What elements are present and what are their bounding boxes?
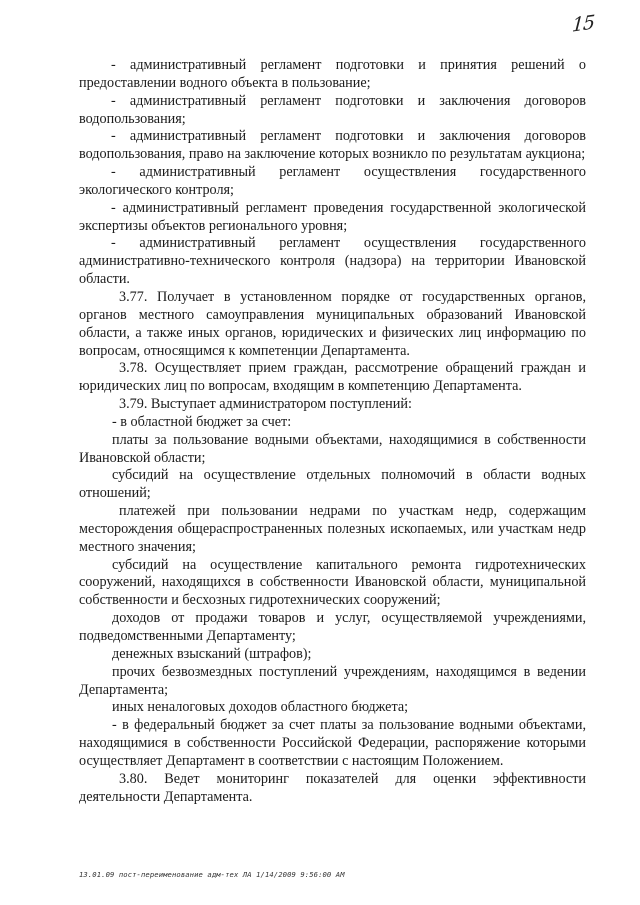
clause-3-80: 3.80. Ведет мониторинг показателей для оценки эффективности деятельности Департамента.	[79, 770, 586, 805]
revenue-item-hydro-repair-subsidies: субсидий на осуществление капитального ремонта гидротехнических сооружений, находящихся в собственности Ивановской области, муниципальной собственности и бесхозных гидротехнических сооружений;	[79, 556, 586, 609]
handwritten-page-number: 15	[571, 11, 595, 37]
clause-3-78: 3.78. Осуществляет прием граждан, рассмотрение обращений граждан и юридических лиц по вопросам, входящим в компетенцию Департамента.	[79, 360, 586, 395]
clause-3-77: 3.77. Получает в установленном порядке от государственных органов, органов местного самоуправления муниципальных образований Ивановской области, а также иных органов, юридических и физических лиц информацию по вопросам, относящимся к компетенции Департамента.	[79, 288, 586, 359]
regulation-item-technical-supervision: - административный регламент осуществления государственного административно-технического контроля (надзора) на территории Ивановской области.	[79, 235, 586, 288]
regulation-item-ecological-expertise: - административный регламент проведения государственной экологической экспертизы объектов регионального уровня;	[79, 199, 586, 234]
regional-budget-heading: - в областной бюджет за счет:	[112, 413, 292, 430]
document-footer: 13.01.09 пост-переименование адм-тех ЛА 1/14/2009 9:56:00 AM	[79, 870, 345, 879]
clause-3-79: 3.79. Выступает администратором поступлений:	[119, 396, 412, 413]
regulation-item-auction-contracts: - административный регламент подготовки и заключения договоров водопользования, право на заключение которых возникло по результатам аукциона;	[79, 128, 586, 163]
revenue-item-non-tax-income: иных неналоговых доходов областного бюджета;	[112, 699, 409, 716]
revenue-item-fines: денежных взысканий (штрафов);	[112, 645, 312, 662]
federal-budget-item: - в федеральный бюджет за счет платы за пользование водными объектами, находящимися в собственности Российской Федерации, распоряжение которыми осуществляет Департамент в соответствии с настоящим Положением.	[79, 717, 586, 769]
body-text	[79, 57, 586, 806]
regulation-item-ecological-control: - административный регламент осуществления государственного экологического контроля;	[79, 164, 586, 198]
revenue-item-water-subsidies: субсидий на осуществление отдельных полномочий в области водных отношений;	[79, 467, 586, 502]
regulation-item-water-contracts: - административный регламент подготовки и заключения договоров водопользования;	[79, 92, 586, 127]
revenue-item-water-fees: платы за пользование водными объектами, находящимися в собственности Ивановской области;	[79, 431, 586, 466]
regulation-item-water-use-decision: - административный регламент подготовки и принятия решений о предоставлении водного объекта в пользование;	[79, 57, 586, 91]
revenue-item-gratuitous-receipts: прочих безвозмездных поступлений учреждениям, находящимся в ведении Департамента;	[79, 663, 586, 698]
revenue-item-subsoil-payments: платежей при пользовании недрами по участкам недр, содержащим месторождения общераспространенных полезных ископаемых, или участкам недр местного значения;	[79, 503, 586, 555]
revenue-item-sales-income: доходов от продажи товаров и услуг, осуществляемой учреждениями, подведомственными Департаменту;	[79, 610, 586, 644]
